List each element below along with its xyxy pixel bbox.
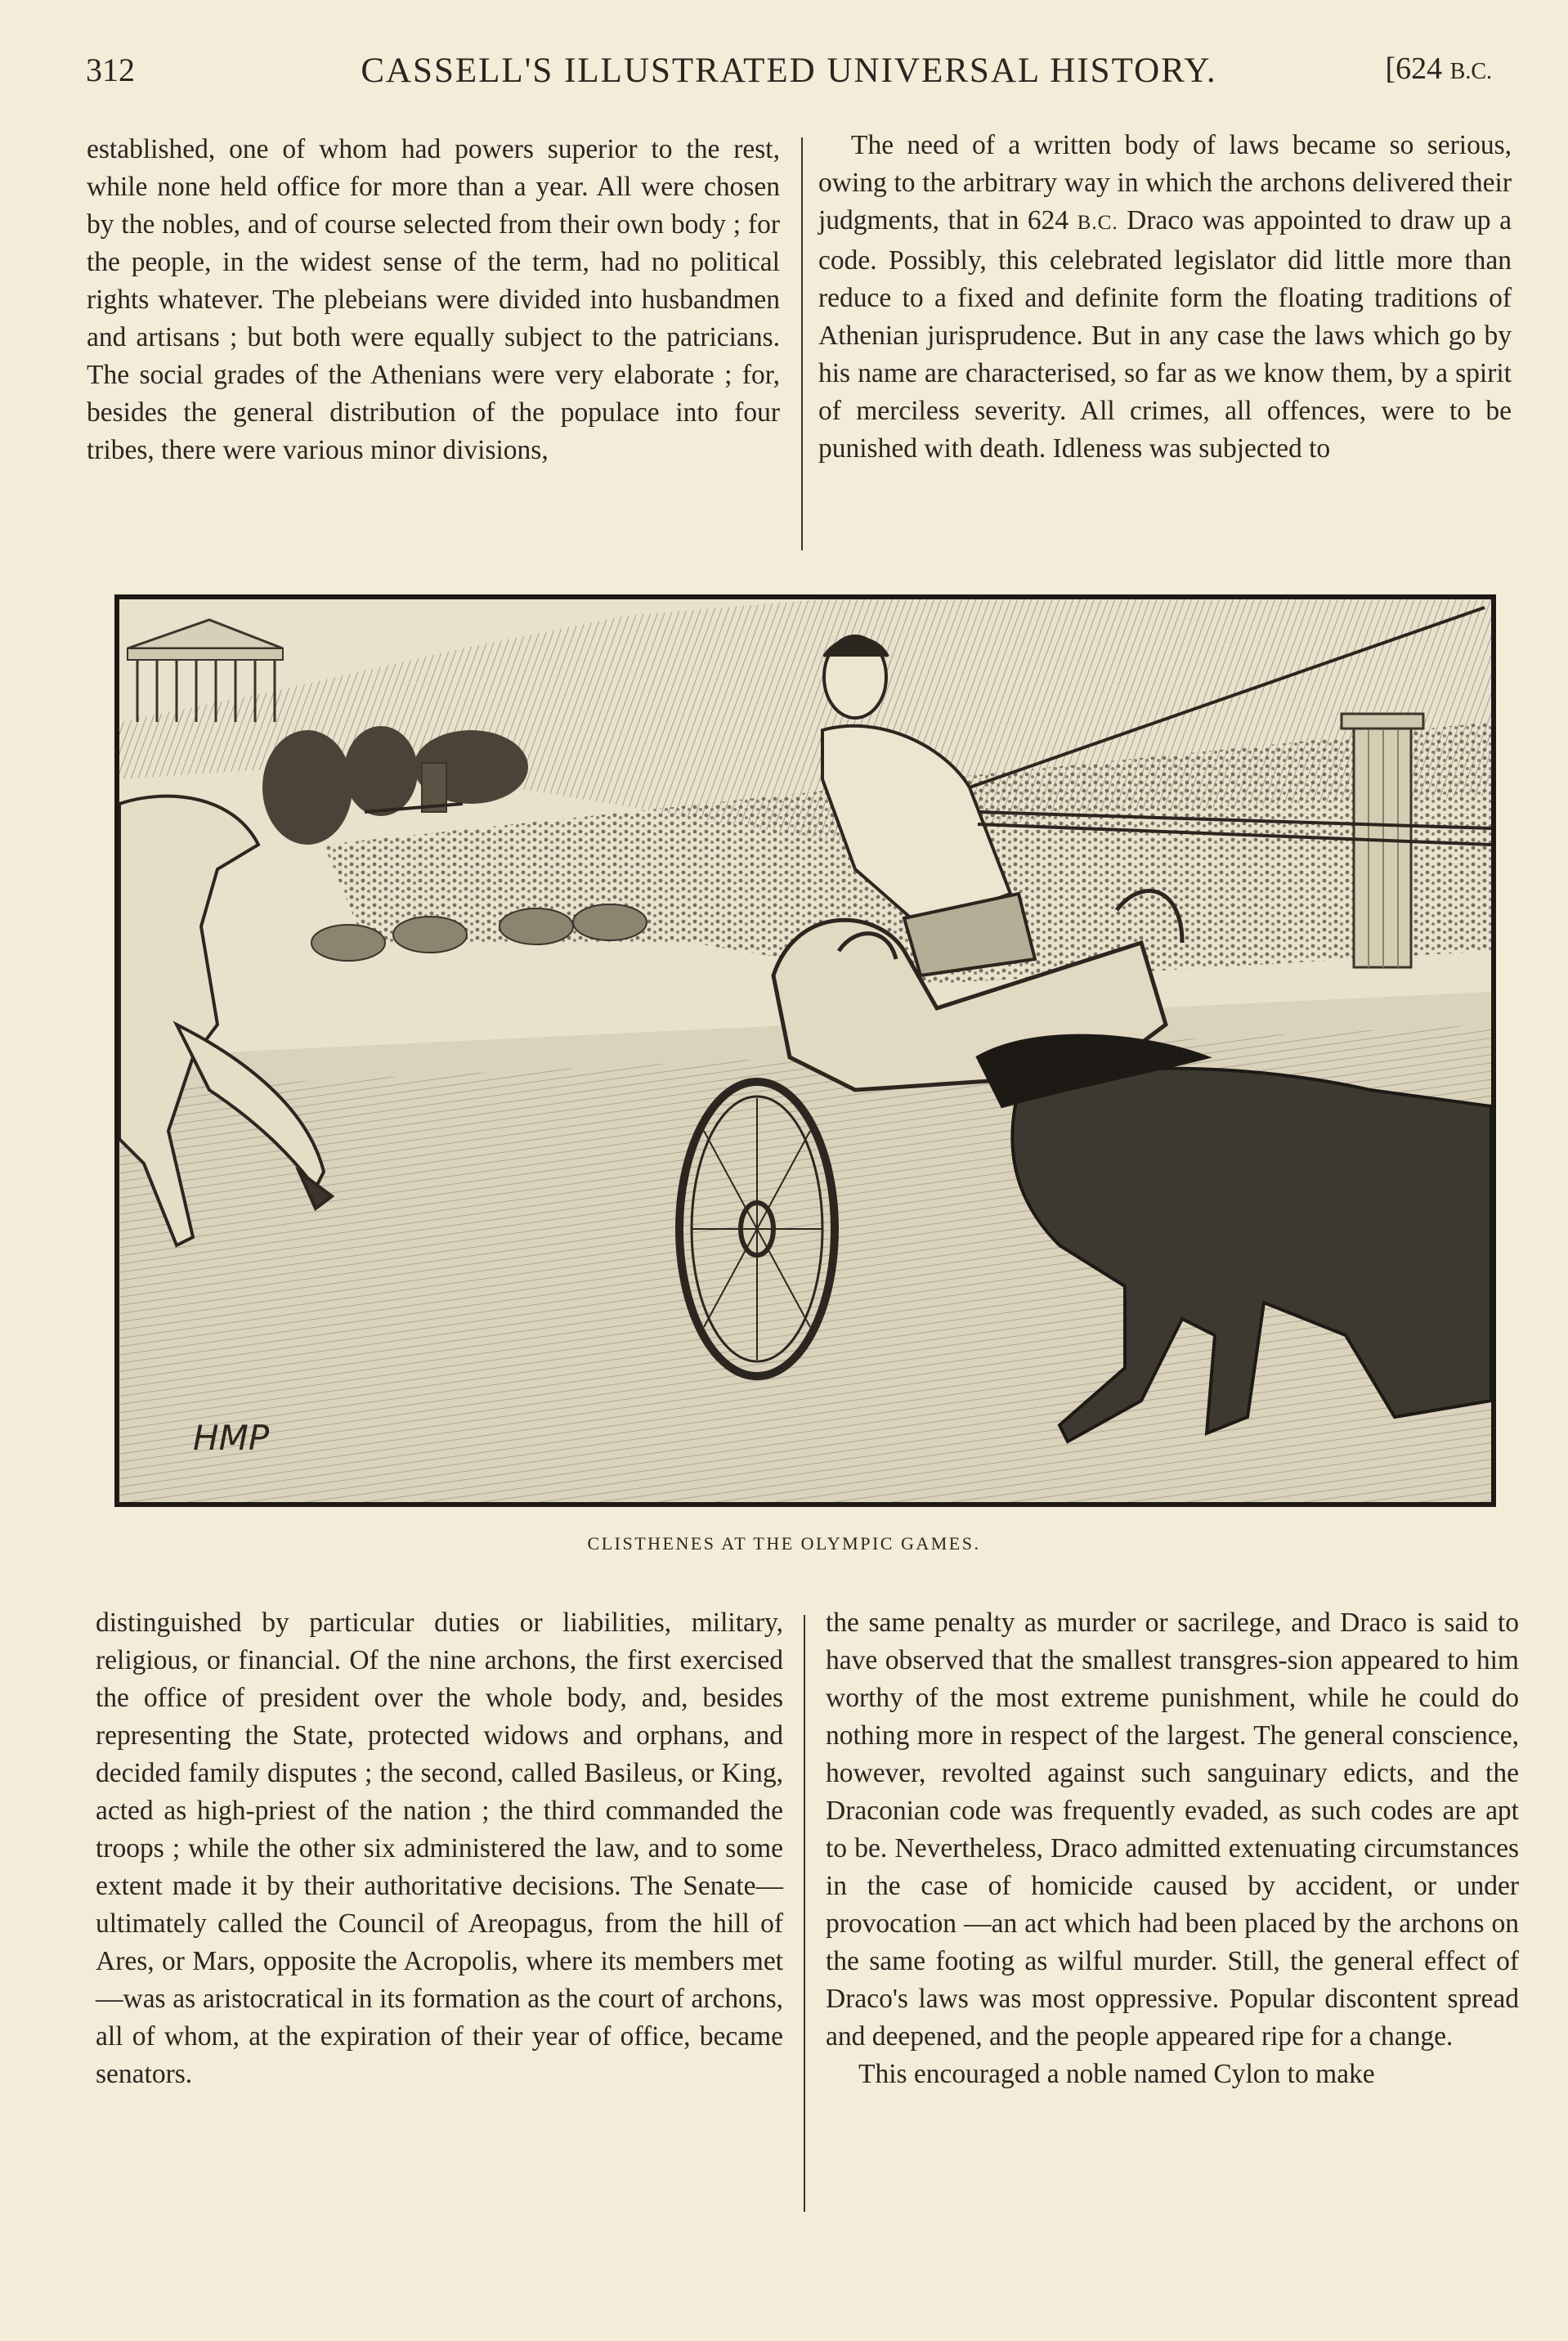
paragraph-text-end: Draco was appointed to draw up a code. Possibly, this celebrated legislator did little more than reduce to a fixed and definite form the floating traditions of Athenian jurisprudence. But in any case the laws which go by his name are characterised, so far as we know them, by a spirit of merciless severity. All crimes, all offences, were to be punished with death. Idleness was subjected to	[818, 205, 1512, 464]
running-header	[86, 51, 1492, 100]
paragraph	[818, 127, 1512, 468]
paragraph: the same penalty as murder or sacrilege, and Draco is said to have observed that the smallest transgres-sion appeared to him worthy of the most extreme punishment, while he could do nothing more in respect of the largest. The general conscience, however, revolted against such sanguinary edicts, and the Draconian code was frequently evaded, as such codes are apt to be. Nevertheless, Draco admitted extenuating circumstances in the case of homicide caused by accident, or under provocation —an act which had been placed by the archons on the same footing as wilful murder. Still, the general effect of Draco's laws was most oppressive. Popular discontent spread and deepened, and the people appeared ripe for a change.	[826, 1608, 1519, 2052]
column-top-right	[818, 127, 1512, 468]
paragraph: distinguished by particular duties or liabilities, military, religious, or financial. Of the nine archons, the first exercised the office of president over the whole body, and, besides representing the State, protected widows and orphans, and decided family disputes ; the second, called Basileus, or King, acted as high-priest of the nation ; the third commanded the troops ; while the other six administered the law, and to some extent made it by their authoritative decisions. The Senate—ultimately called the Council of Areopagus, from the hill of Ares, or Mars, opposite the Acropolis, where its members met—was as aristocratical in its formation as the court of archons, all of whom, at the expiration of their year of office, became senators.	[96, 1608, 783, 2089]
artist-signature: HMP	[193, 1418, 270, 1458]
paragraph-text-start: The need of a written body of laws became so serious, owing to the arbitrary way in which the archons delivered their judgments, that in 624	[818, 130, 1512, 235]
running-title: CASSELL'S ILLUSTRATED UNIVERSAL HISTORY.	[361, 52, 1217, 90]
column-bottom-right	[826, 1604, 1519, 2093]
date-reference-era: B.C.	[1449, 59, 1492, 84]
date-reference-year: [624	[1385, 52, 1450, 86]
illustration-caption: CLISTHENES AT THE OLYMPIC GAMES.	[587, 1533, 981, 1554]
page-number: 312	[86, 52, 135, 88]
column-divider	[801, 137, 803, 550]
column-top-left	[87, 131, 780, 469]
paragraph: This encouraged a noble named Cylon to make	[858, 2059, 1375, 2089]
date-reference	[1385, 51, 1492, 87]
chariot-race-engraving	[119, 599, 1491, 1502]
column-divider	[804, 1615, 805, 2212]
column-bottom-left	[96, 1604, 783, 2093]
engraving-illustration	[114, 594, 1496, 1507]
paragraph: established, one of whom had powers superior to the rest, while none held office for more than a year. All were chosen by the nobles, and of course selected from their own body ; for the people, in the widest sense of the term, had no political rights whatever. The plebeians were divided into husbandmen and artisans ; but both were equally subject to the patricians. The social grades of the Athenians were very elaborate ; for, besides the general distribution of the populace into four tribes, there were various minor divisions,	[87, 134, 780, 465]
era-abbreviation: B.C.	[1077, 212, 1118, 234]
chariot-wheel	[679, 1082, 835, 1376]
